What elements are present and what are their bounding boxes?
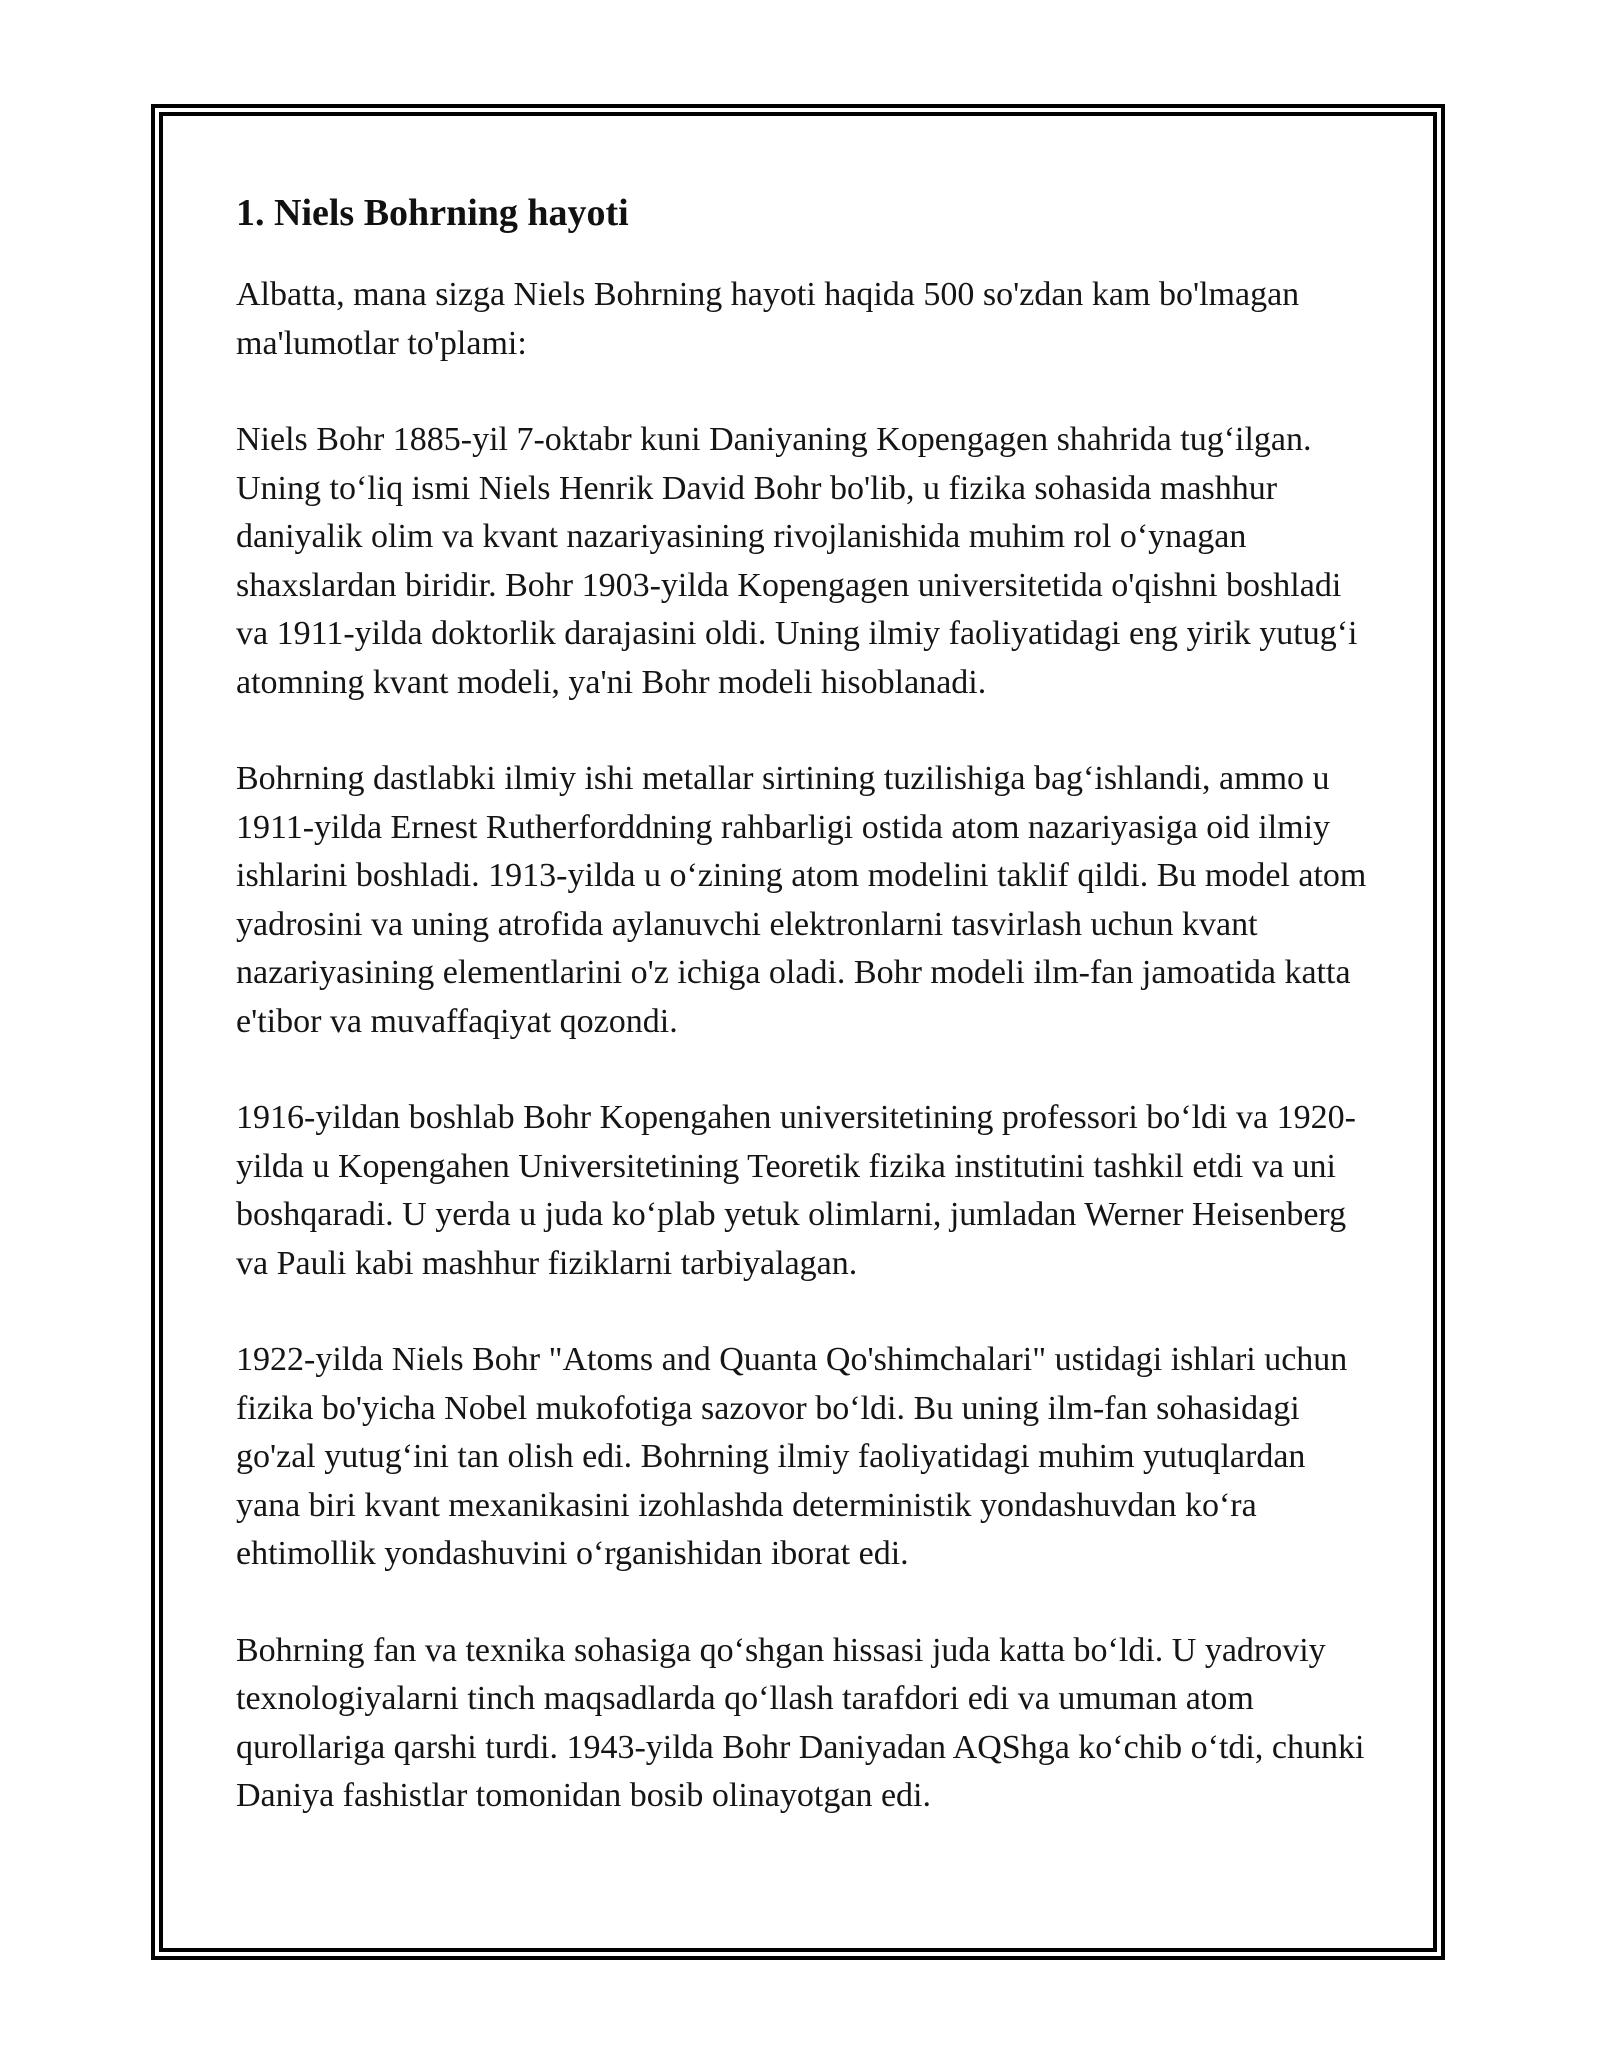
- section-heading: 1. Niels Bohrning hayoti: [236, 192, 629, 234]
- paragraph-nobel: 1922-yilda Niels Bohr "Atoms and Quanta Qo'shimchalari" ustidagi ishlari uchun fizika bo'yicha Nobel mukofotiga sazovor bo‘ldi. Bu uning ilm-fan sohasidagi go'zal yutug‘ini tan olish edi. Bohrning ilmiy faoliyatidagi muhim yutuqlardan yana biri kvant mexanikasini izohlashda deterministik yondashuvdan ko‘ra ehtimollik yondashuvini o‘rganishidan iborat edi.: [236, 1341, 1348, 1572]
- document-body: [236, 185, 1376, 1869]
- paragraph-professorship: 1916-yildan boshlab Bohr Kopengahen universitetining professori bo‘ldi va 1920-yilda u Kopengahen Universitetining Teoretik fizika institutini tashkil etdi va uni boshqaradi. U yerda u juda ko‘plab yetuk olimlarni, jumladan Werner Heisenberg va Pauli kabi mashhur fiziklarni tarbiyalagan.: [236, 1099, 1356, 1282]
- paragraph-contribution: Bohrning fan va texnika sohasiga qo‘shgan hissasi juda katta bo‘ldi. U yadroviy texnologiyalarni tinch maqsadlarda qo‘llash tarafdori edi va umuman atom qurollariga qarshi turdi. 1943-yilda Bohr Daniyadan AQShga ko‘chib o‘tdi, chunki Daniya fashistlar tomonidan bosib olinayotgan edi.: [236, 1631, 1365, 1814]
- paragraph-birth: Niels Bohr 1885-yil 7-oktabr kuni Daniyaning Kopengagen shahrida tug‘ilgan. Uning to‘liq ismi Niels Henrik David Bohr bo'lib, u fizika sohasida mashhur daniyalik olim va kvant nazariyasining rivojlanishida muhim rol o‘ynagan shaxslardan biridir. Bohr 1903-yilda Kopengagen universitetida o'qishni boshladi va 1911-yilda doktorlik darajasini oldi. Uning ilmiy faoliyatidagi eng yirik yutug‘i atomning kvant modeli, ya'ni Bohr modeli hisoblanadi.: [236, 421, 1358, 701]
- paragraph-intro: Albatta, mana sizga Niels Bohrning hayoti haqida 500 so'zdan kam bo'lmagan ma'lumotlar to'plami:: [236, 276, 1300, 362]
- paragraph-early-work: Bohrning dastlabki ilmiy ishi metallar sirtining tuzilishiga bag‘ishlandi, ammo u 1911-yilda Ernest Rutherforddning rahbarligi ostida atom nazariyasiga oid ilmiy ishlarini boshladi. 1913-yilda u o‘zining atom modelini taklif qildi. Bu model atom yadrosini va uning atrofida aylanuvchi elektronlarni tasvirlash uchun kvant nazariyasining elementlarini o'z ichiga oladi. Bohr modeli ilm-fan jamoatida katta e'tibor va muvaffaqiyat qozondi.: [236, 760, 1367, 1040]
